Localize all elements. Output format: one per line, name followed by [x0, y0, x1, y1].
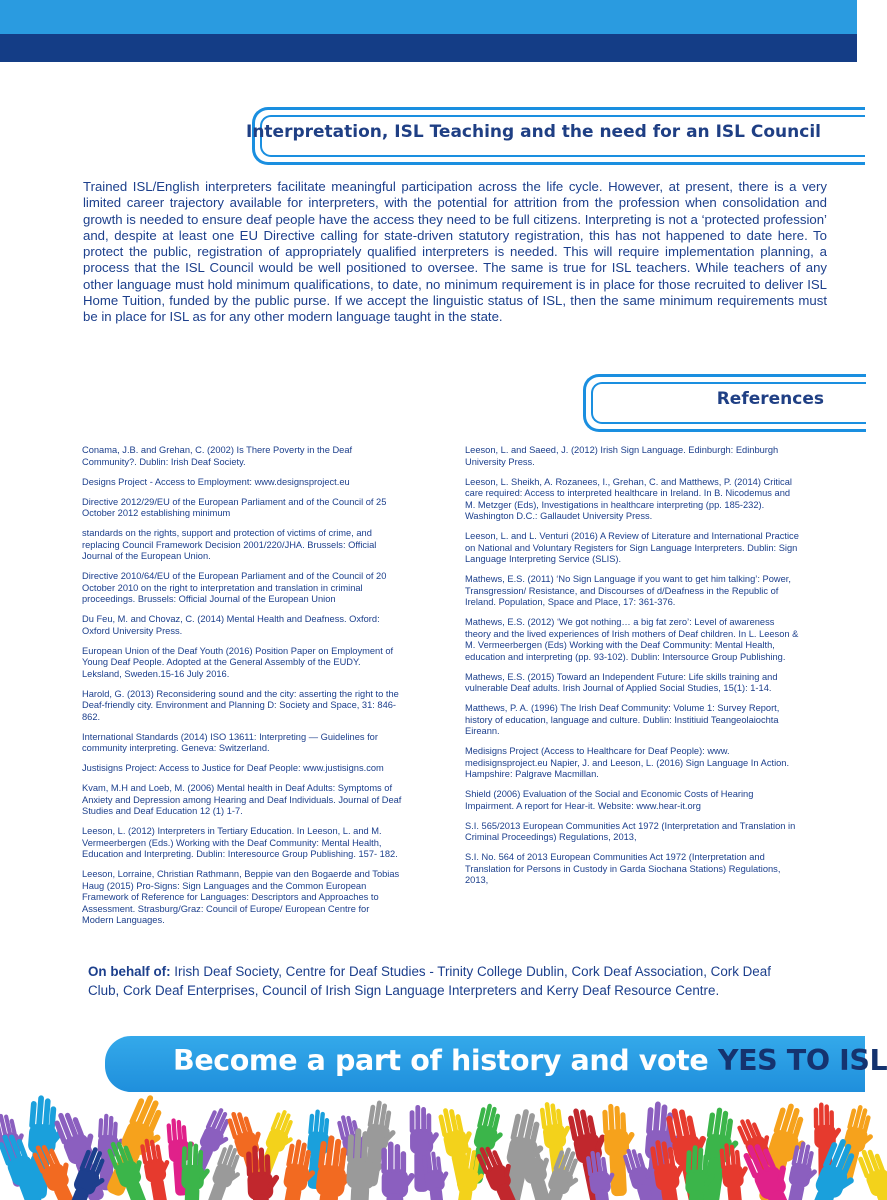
- reference-item: Directive 2012/29/EU of the European Parliament and of the Council of 25 October 2012 establishing minimum: [82, 496, 387, 518]
- reference-item: Leeson, Lorraine, Christian Rathmann, Beppie van den Bogaerde and Tobias Haug (2015) Pro-Signs: Sign Languages and the Common European Framework of Reference for Languages: Descriptors and Approaches to Assessment. Strasburg/Graz: Council of Europe/ European Centre for Modern Languages.: [82, 869, 400, 925]
- references-title: References: [716, 389, 824, 409]
- section-body: Trained ISL/English interpreters facilitate meaningful participation across the life cycle. However, at present, there is a very limited career trajectory available for interpreters, with the potential for attrition from the profession when consolidation and growth is needed to ensure deaf people have the access they need to be full citizens. Interpreting is not a ‘protected profession’ and, despite at least one EU Directive calling for state-driven statutory registration, this has not happened to date here. To protect the public, registration of appropriately qualified interpreters is needed. This will require implementation planning, a process that the ISL Council would be well positioned to oversee. The same is true for ISL teachers. While teachers of any other language must hold minimum qualifications, to date, no minimum requirement is in place for those recruited to deliver ISL Home Tuition, funded by the public purse. If we accept the linguistic status of ISL, then the same minimum requirements must be in place for ISL as for any other modern language taught in the state.: [83, 179, 827, 325]
- reference-item: Medisigns Project (Access to Healthcare for Deaf People): www. medisignsproject.eu Napier, J. and Leeson, L. (2016) Sign Language In Action. Hampshire: Palgrave Macmillan.: [465, 746, 790, 779]
- reference-item: Mathews, E.S. (2015) Toward an Independent Future: Life skills training and vulnerable Deaf adults. Irish Journal of Applied Social Studies, 15(1): 1-14.: [465, 671, 778, 693]
- on-behalf-label: On behalf of:: [88, 964, 171, 979]
- reference-item: Du Feu, M. and Chovaz, C. (2014) Mental Health and Deafness. Oxford: Oxford University Press.: [82, 614, 380, 636]
- reference-item: S.I. No. 564 of 2013 European Communities Act 1972 (Interpretation and Translation for Persons in Custody in Garda Siochana Stations) Regulations, 2013,: [465, 852, 781, 885]
- raised-hands-icon: [0, 1100, 857, 1200]
- reference-item: Leeson, L. and Saeed, J. (2012) Irish Sign Language. Edinburgh: Edinburgh University Press.: [465, 445, 779, 467]
- references-banner: [583, 374, 866, 432]
- on-behalf-text: Irish Deaf Society, Centre for Deaf Studies - Trinity College Dublin, Cork Deaf Association, Cork Deaf Club, Cork Deaf Enterprises, Council of Irish Sign Language Interpreters and Kerry Deaf Resource Centre.: [88, 964, 771, 998]
- reference-item: Directive 2010/64/EU of the European Parliament and of the Council of 20 October 2010 on the right to interpretation and translation in criminal proceedings. Brussels: Official Journal of the European Union: [82, 571, 387, 604]
- on-behalf-of: [88, 963, 788, 1000]
- cta-highlight: YES TO ISL: [717, 1044, 887, 1077]
- reference-item: Conama, J.B. and Grehan, C. (2002) Is There Poverty in the Deaf Community?. Dublin: Irish Deaf Society.: [82, 445, 353, 467]
- reference-item: European Union of the Deaf Youth (2016) Position Paper on Employment of Young Deaf People. Adopted at the General Assembly of the EUDY. Leksland, Sweden.15-16 July 2016.: [82, 645, 394, 679]
- section-title: Interpretation, ISL Teaching and the need for an ISL Council: [246, 122, 821, 142]
- hand-shape: [381, 1142, 416, 1200]
- references-right-column: [465, 445, 799, 895]
- reference-item: S.I. 565/2013 European Communities Act 1972 (Interpretation and Translation in Criminal Proceedings) Regulations, 2013,: [465, 820, 796, 842]
- cta-text: [173, 1044, 887, 1077]
- reference-item: Kvam, M.H and Loeb, M. (2006) Mental health in Deaf Adults: Symptoms of Anxiety and Depression among Hearing and Deaf Individuals. Journal of Deaf Studies and Deaf Education 12 (1) 1-7.: [82, 783, 402, 816]
- cta-main: Become a part of history and vote: [173, 1044, 718, 1077]
- cta-banner: [105, 1036, 887, 1092]
- reference-item: Designs Project - Access to Employment: www.designsproject.eu: [82, 476, 350, 487]
- section-banner: [246, 107, 865, 165]
- reference-item: standards on the rights, support and protection of victims of crime, and replacing Council Framework Decision 2001/220/JHA. Brussels: Official Journal of the European Union.: [82, 528, 377, 561]
- reference-item: Mathews, E.S. (2012) ‘We got nothing… a big fat zero’: Level of awareness theory and the lived experiences of Irish mothers of Deaf children. In L. Leeson & M. Vermeerbergen (Eds) Working with the Deaf Community: Mental Health, education and interpreting (pp. 93-102). Dublin: Intersource Group Publishing.: [465, 617, 799, 662]
- references-left-column: [82, 445, 402, 935]
- top-band-dark: [0, 34, 857, 62]
- reference-item: Shield (2006) Evaluation of the Social and Economic Costs of Hearing Impairment. A report for Hear-it. Website: www.hear-it.org: [465, 789, 754, 811]
- reference-item: Leeson, L. Sheikh, A. Rozanees, I., Grehan, C. and Matthews, P. (2014) Critical care required: Access to interpreted healthcare in Ireland. In B. Nicodemus and M. Metzger (Eds), Investigations in healthcare interpreting (pp. 185-232). Washington D.C.: Gallaudet University Press.: [465, 476, 792, 521]
- top-band-light: [0, 0, 857, 34]
- reference-item: Matthews, P. A. (1996) The Irish Deaf Community: Volume 1: Survey Report, history of education, language and culture. Dublin: Institiuid Teangeolaiochta Eireann.: [465, 703, 780, 736]
- reference-item: Leeson, L. (2012) Interpreters in Tertiary Education. In Leeson, L. and M. Vermeerbergen (Eds.) Working with the Deaf Community: Mental Health, Education and Interpreting. Dublin: Interesource Group Publishing. 157- 182.: [82, 826, 398, 859]
- reference-item: Justisigns Project: Access to Justice for Deaf People: www.justisigns.com: [82, 763, 384, 773]
- reference-item: Mathews, E.S. (2011) ‘No Sign Language if you want to get him talking’: Power, Transgression/ Resistance, and Discourses of d/Deafness in the Republic of Ireland. Population, Space and Place, 17: 361-376.: [465, 574, 791, 607]
- reference-item: International Standards (2014) ISO 13611: Interpreting — Guidelines for community interpreting. Geneva: Switzerland.: [82, 731, 378, 753]
- reference-item: Leeson, L. and L. Venturi (2016) A Review of Literature and International Practice on National and Voluntary Registers for Sign Language Interpreters. Dublin: Sign Language Interpreting Service (SLIS).: [465, 531, 799, 564]
- reference-item: Harold, G. (2013) Reconsidering sound and the city: asserting the right to the Deaf-friendly city. Environment and Planning D: Society and Space, 31: 846-862.: [82, 688, 399, 722]
